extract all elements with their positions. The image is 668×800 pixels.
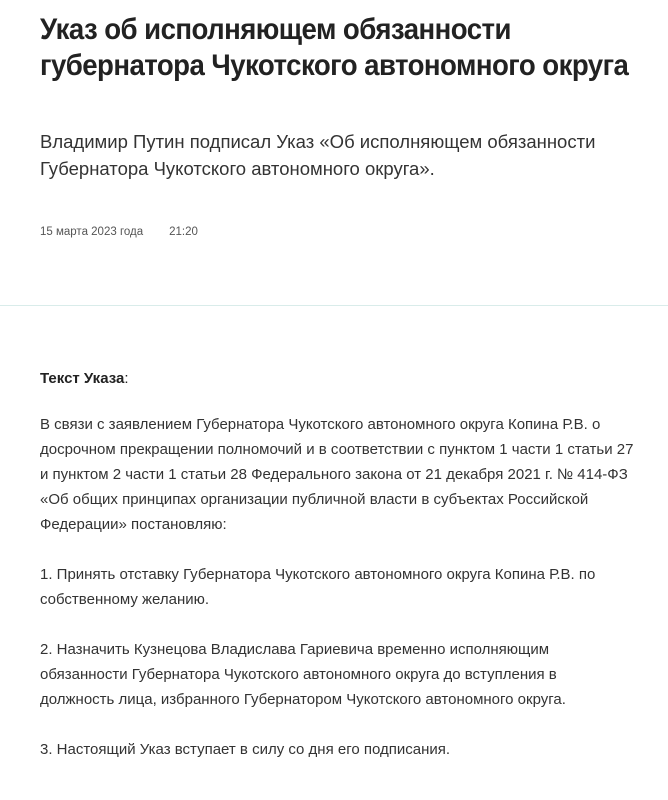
decree-item-1: 1. Принять отставку Губернатора Чукотского автономного округа Копина Р.В. по собственному желанию.	[40, 566, 596, 608]
decree-item-3: 3. Настоящий Указ вступает в силу со дня его подписания.	[40, 741, 451, 758]
decree-item-2: 2. Назначить Кузнецова Владислава Гариевича временно исполняющим обязанности Губернатора Чукотского автономного округа до вступления в должность лица, избранного Губернатором Чукотского автономного округа.	[40, 641, 566, 708]
decree-preamble: В связи с заявлением Губернатора Чукотского автономного округа Копина Р.В. о досрочном прекращении полномочий и в соответствии с пунктом 1 части 1 статьи 27 и пунктом 2 части 1 статьи 28 Федерального закона от 21 декабря 2021 г. № 414-ФЗ «Об общих принципах организации публичной власти в субъектах Российской Федерации» постановляю:	[40, 416, 634, 533]
article-title: Указ об исполняющем обязанности губернатора Чукотского автономного округа	[40, 13, 629, 82]
article-lead: Владимир Путин подписал Указ «Об исполняющем обязанности Губернатора Чукотского автономного округа».	[40, 131, 596, 179]
decree-label	[40, 368, 628, 390]
decree-label-text: Текст Указа	[40, 370, 125, 387]
article-meta	[40, 226, 628, 238]
publish-time: 21:20	[169, 226, 198, 238]
decree-body	[0, 306, 668, 762]
decree-label-colon: :	[124, 370, 129, 387]
publish-date: 15 марта 2023 года	[40, 226, 144, 238]
article-header	[0, 0, 668, 306]
